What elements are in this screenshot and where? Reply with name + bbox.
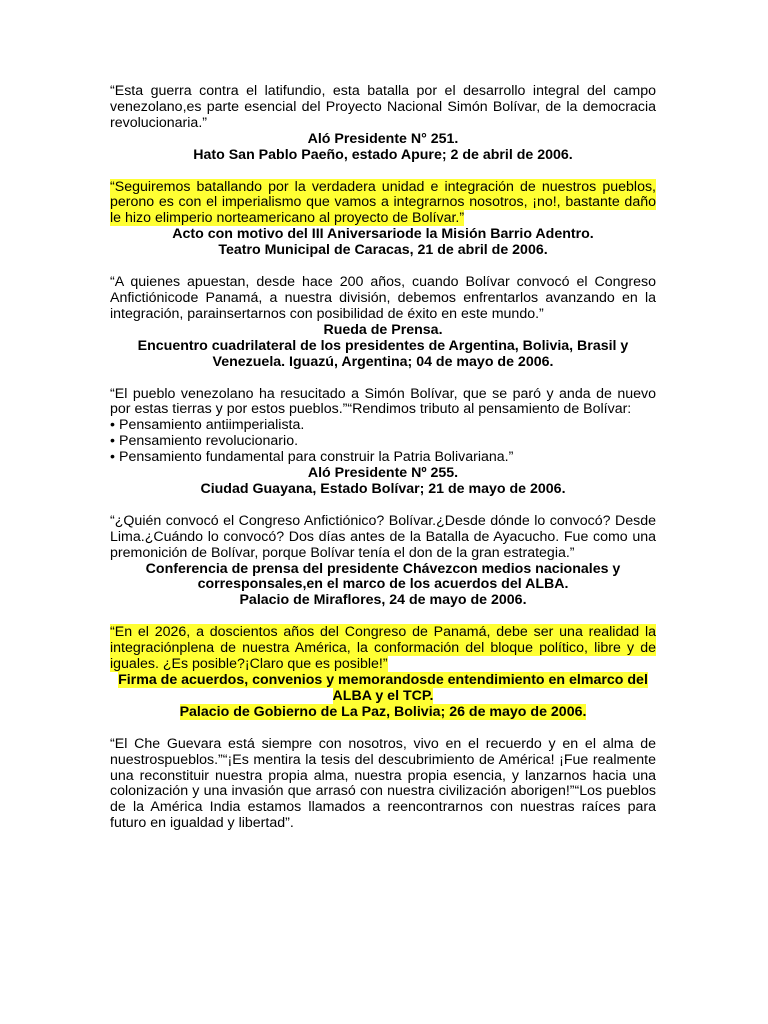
highlighted-quote: “En el 2026, a doscientos años del Congreso de Panamá, debe ser una realidad la integraciónplena de nuestra América, la conformación del bloque político, libre y de iguales. ¿Es posible?¡Claro que es posible!” <box>110 624 656 673</box>
source-place-date: Ciudad Guayana, Estado Bolívar; 21 de mayo de 2006. <box>200 480 566 497</box>
quote-text: “A quienes apuestan, desde hace 200 años, cuando Bolívar convocó el Congreso Anfictiónicode Panamá, a nuestra división, debemos enfrentarlos avanzando en la integración, parainsertarnos con posibilidad de éxito en este mundo.” <box>110 274 656 322</box>
bullet-icon: • <box>110 449 115 466</box>
source-place-date: Teatro Municipal de Caracas, 21 de abril de 2006. <box>218 242 548 259</box>
quote-text: “Esta guerra contra el latifundio, esta batalla por el desarrollo integral del campo venezolano,es parte esencial del Proyecto Nacional Simón Bolívar, de la democracia revolucionaria.” <box>110 83 656 131</box>
source-title: Acto con motivo del III Aniversariode la Misión Barrio Adentro. <box>172 226 594 243</box>
list-item-text: Pensamiento revolucionario. <box>119 433 299 450</box>
list-item-text: Pensamiento fundamental para construir la Patria Bolivariana.” <box>119 449 514 466</box>
quote-block-6 <box>110 625 656 720</box>
source-title: Aló Presidente N° 251. <box>307 130 459 147</box>
quote-text <box>110 625 656 673</box>
quote-block-2 <box>110 180 656 260</box>
quote-block-5 <box>110 514 656 609</box>
source-title <box>110 673 656 705</box>
quote-text: “¿Quién convocó el Congreso Anfictiónico? Bolívar.¿Desde dónde lo convocó? Desde Lima.¿Cuándo lo convocó? Dos días antes de la Batalla de Ayacucho. Fue como una premonición de Bolívar, porque Bolívar tenía el don de la gran estrategia.” <box>110 512 656 561</box>
document-page <box>110 84 656 848</box>
bullet-list <box>110 418 656 466</box>
quote-block-4 <box>110 387 656 498</box>
list-item-text: Pensamiento antiimperialista. <box>119 417 305 434</box>
highlighted-source-title: Firma de acuerdos, convenios y memorandosde entendimiento en elmarco del ALBA y el TCP. <box>118 672 648 704</box>
source-place-date: Hato San Pablo Paeño, estado Apure; 2 de abril de 2006. <box>193 146 573 163</box>
list-item <box>110 434 656 450</box>
quote-block-3 <box>110 275 656 370</box>
quote-text <box>110 180 656 228</box>
source-place-date: Palacio de Miraflores, 24 de mayo de 2006. <box>239 592 527 609</box>
list-item <box>110 450 656 466</box>
source-title: Aló Presidente Nº 255. <box>307 465 459 482</box>
source-title: Rueda de Prensa. <box>323 321 443 338</box>
quote-text: “El Che Guevara está siempre con nosotros, vivo en el recuerdo y en el alma de nuestrospueblos.”“¡Es mentira la tesis del descubrimiento de América! ¡Fue realmente una reconstituir nuestra propia alma, nuestra propia esencia, y lanzarnos hacia una colonización y una invasión que arrasó con nuestra civilización aborigen!”“Los pueblos de la América India estamos llamados a reencontrarnos con nuestras raíces para futuro en igualdad y libertad”. <box>110 735 656 832</box>
highlighted-source-place-date: Palacio de Gobierno de La Paz, Bolivia; 26 de mayo de 2006. <box>179 703 587 720</box>
list-item <box>110 418 656 434</box>
quote-block-1 <box>110 84 656 164</box>
source-title: Conferencia de prensa del presidente Chávezcon medios nacionales y corresponsales,en el marco de los acuerdos del ALBA. <box>145 560 621 593</box>
source-place-date <box>110 705 656 721</box>
quote-text: “El pueblo venezolano ha resucitado a Simón Bolívar, que se paró y anda de nuevo por estas tierras y por estos pueblos.”“Rendimos tributo al pensamiento de Bolívar: <box>110 385 656 418</box>
bullet-icon: • <box>110 433 115 450</box>
source-place-date: Encuentro cuadrilateral de los presidentes de Argentina, Bolivia, Brasil y Venezuela. Iguazú, Argentina; 04 de mayo de 2006. <box>137 337 629 370</box>
quote-block-7 <box>110 737 656 832</box>
bullet-icon: • <box>110 417 115 434</box>
highlighted-quote: “Seguiremos batallando por la verdadera unidad e integración de nuestros pueblos, perono es con el imperialismo que vamos a integrarnos nosotros, ¡no!, bastante daño le hizo elimperio norteamericano al proyecto de Bolívar.” <box>110 178 656 227</box>
